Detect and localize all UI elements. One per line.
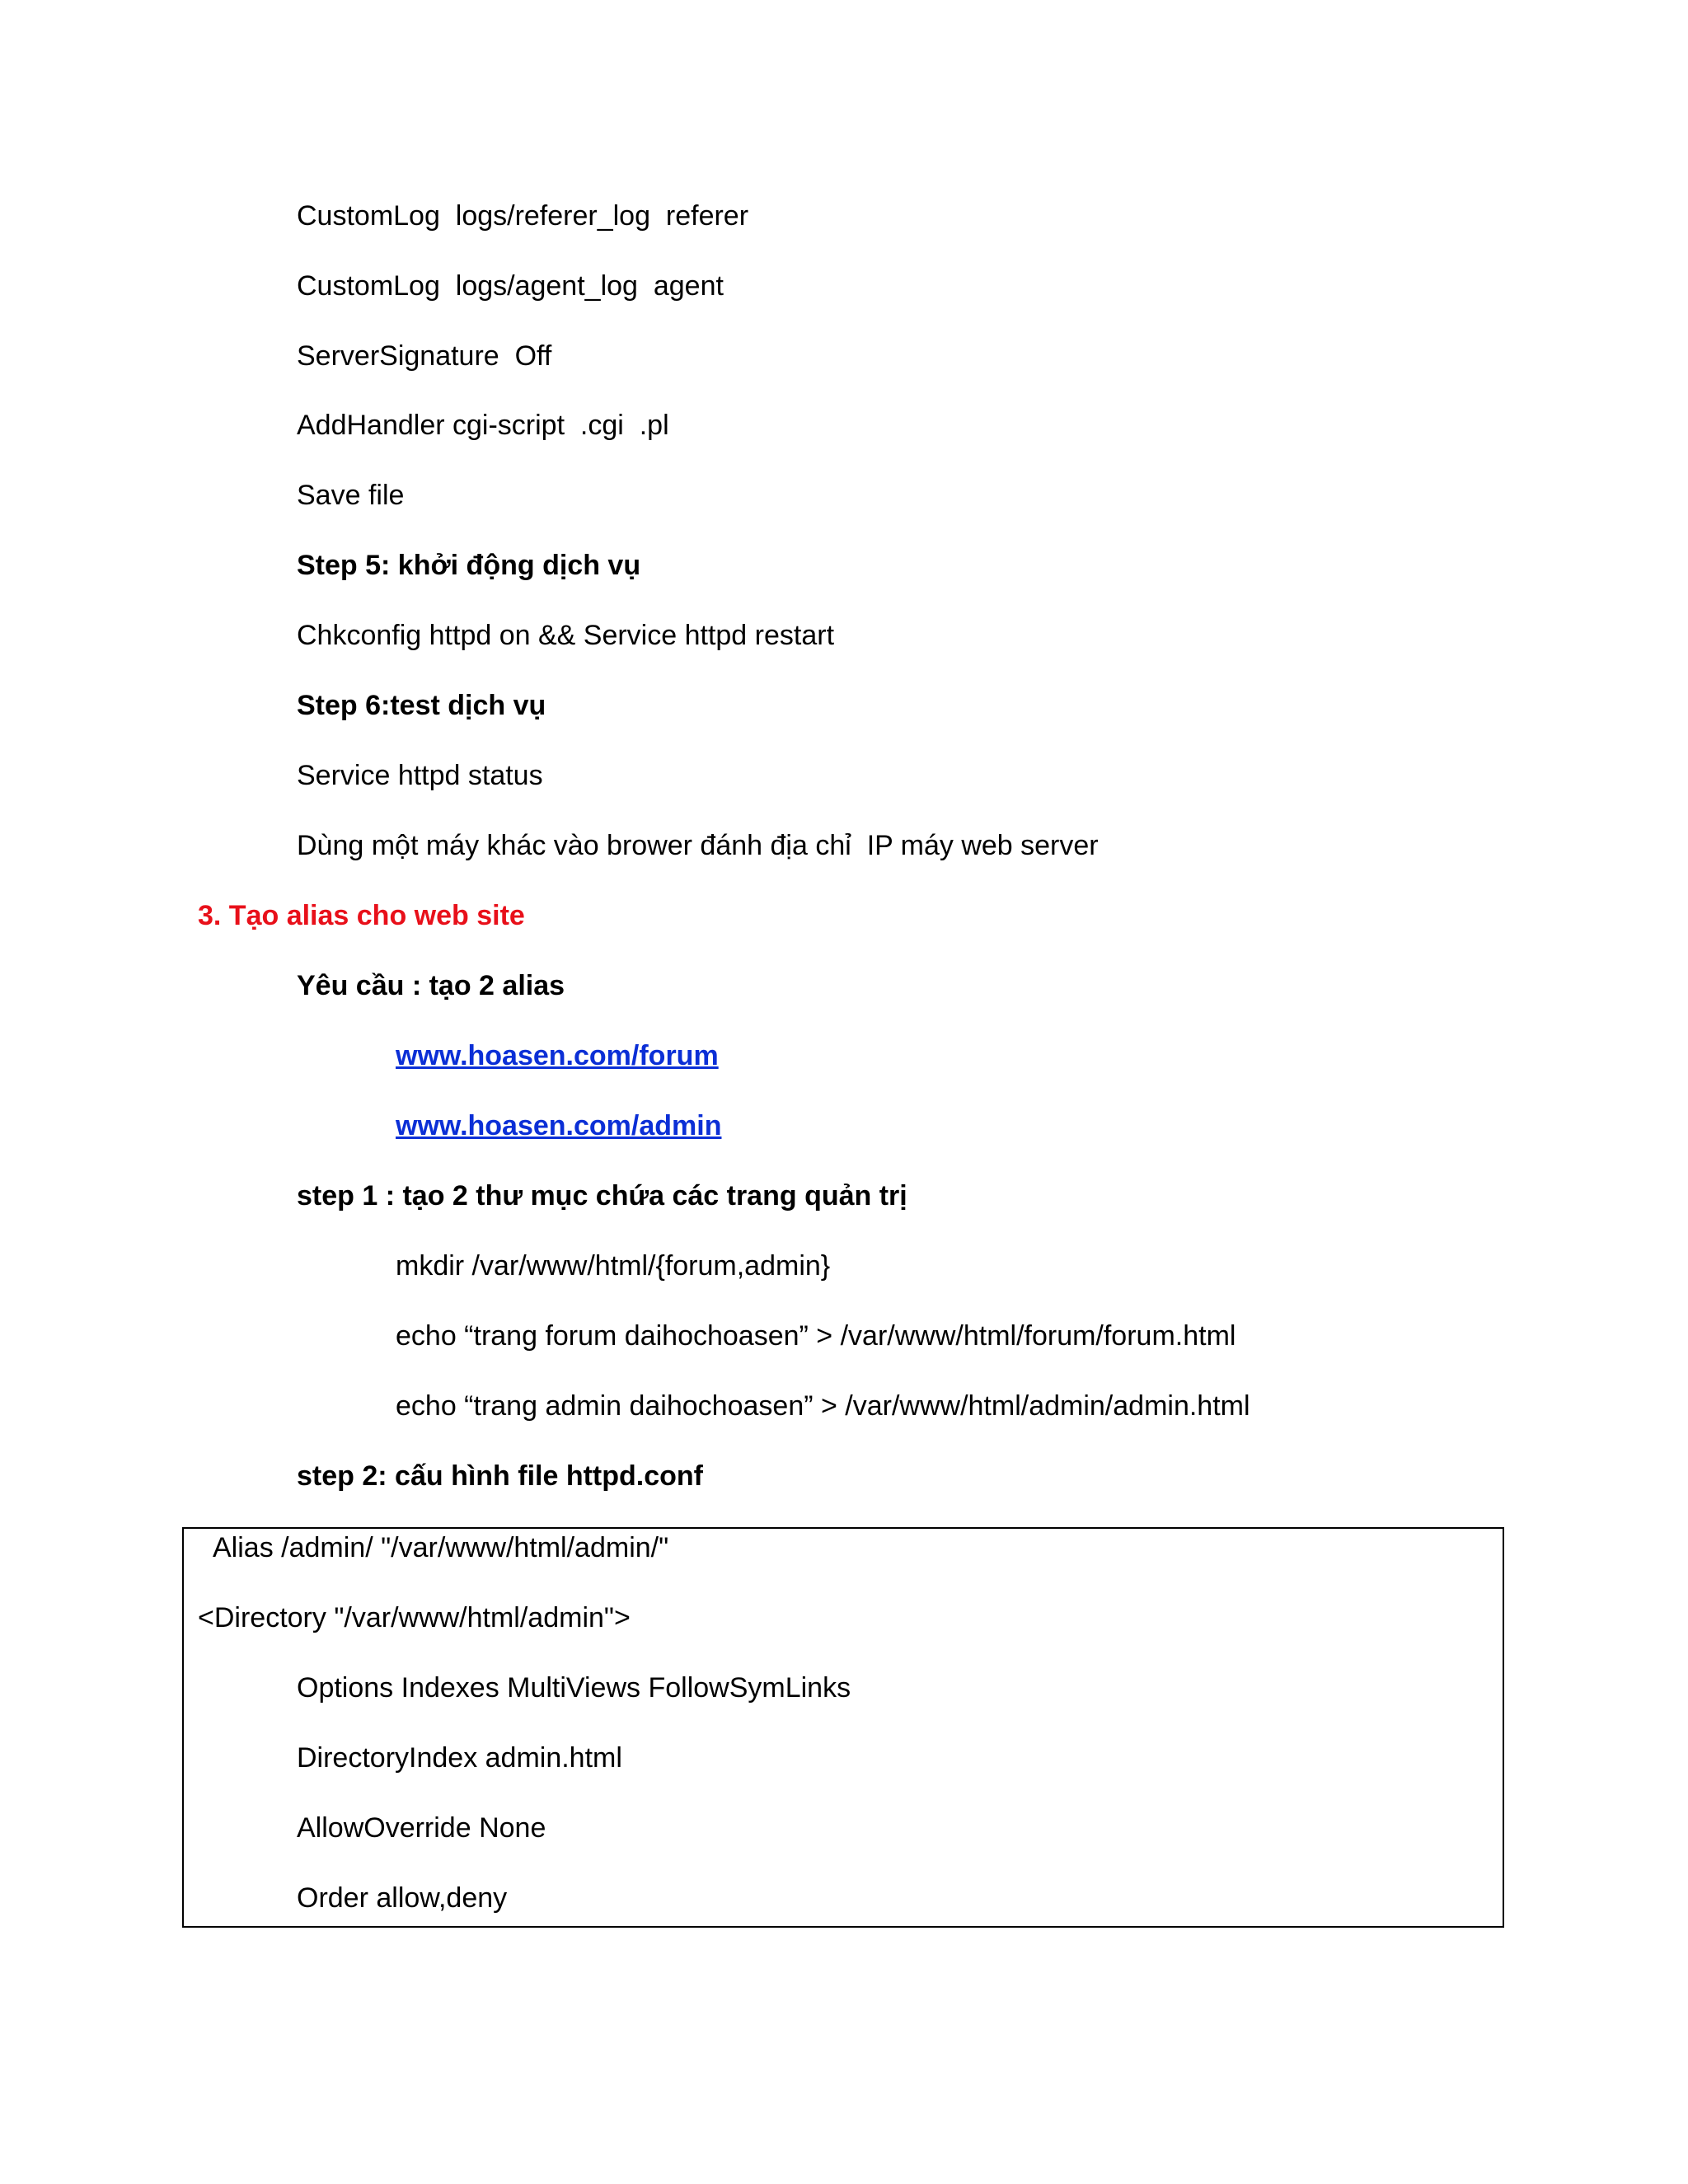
config-code-box [182,1527,1504,1928]
step1-command-mkdir: mkdir /var/www/html/{forum,admin} [396,1250,831,1282]
config-line-server-signature: ServerSignature Off [297,340,552,372]
step6-command: Service httpd status [297,760,543,791]
step1-title: step 1 : tạo 2 thư mục chứa các trang quản trị [297,1180,907,1212]
save-file-text: Save file [297,480,405,511]
step1-command-echo-forum: echo “trang forum daihochoasen” > /var/www/html/forum/forum.html [396,1320,1236,1352]
config-line-customlog-agent: CustomLog logs/agent_log agent [297,270,724,302]
step5-title: Step 5: khởi động dịch vụ [297,550,641,581]
box-line-order: Order allow,deny [297,1882,508,1914]
box-line-allowoverride: AllowOverride None [297,1812,546,1844]
config-line-customlog-referer: CustomLog logs/referer_log referer [297,200,749,232]
forum-link[interactable]: www.hoasen.com/forum [396,1040,719,1071]
step6-title: Step 6:test dịch vụ [297,690,546,721]
section-3-heading: 3. Tạo alias cho web site [198,900,525,931]
step2-title: step 2: cấu hình file httpd.conf [297,1460,703,1492]
requirement-text: Yêu cầu : tạo 2 alias [297,970,565,1001]
box-line-alias: Alias /admin/ "/var/www/html/admin/" [213,1532,669,1563]
step5-command: Chkconfig httpd on && Service httpd restart [297,620,835,651]
box-line-directoryindex: DirectoryIndex admin.html [297,1742,622,1774]
box-line-options: Options Indexes MultiViews FollowSymLinks [297,1672,851,1704]
step6-note: Dùng một máy khác vào brower đánh địa chỉ IP máy web server [297,830,1099,861]
step1-command-echo-admin: echo “trang admin daihochoasen” > /var/www/html/admin/admin.html [396,1390,1250,1422]
config-line-addhandler: AddHandler cgi-script .cgi .pl [297,410,669,441]
admin-link[interactable]: www.hoasen.com/admin [396,1110,722,1141]
box-line-directory: <Directory "/var/www/html/admin"> [198,1602,631,1633]
